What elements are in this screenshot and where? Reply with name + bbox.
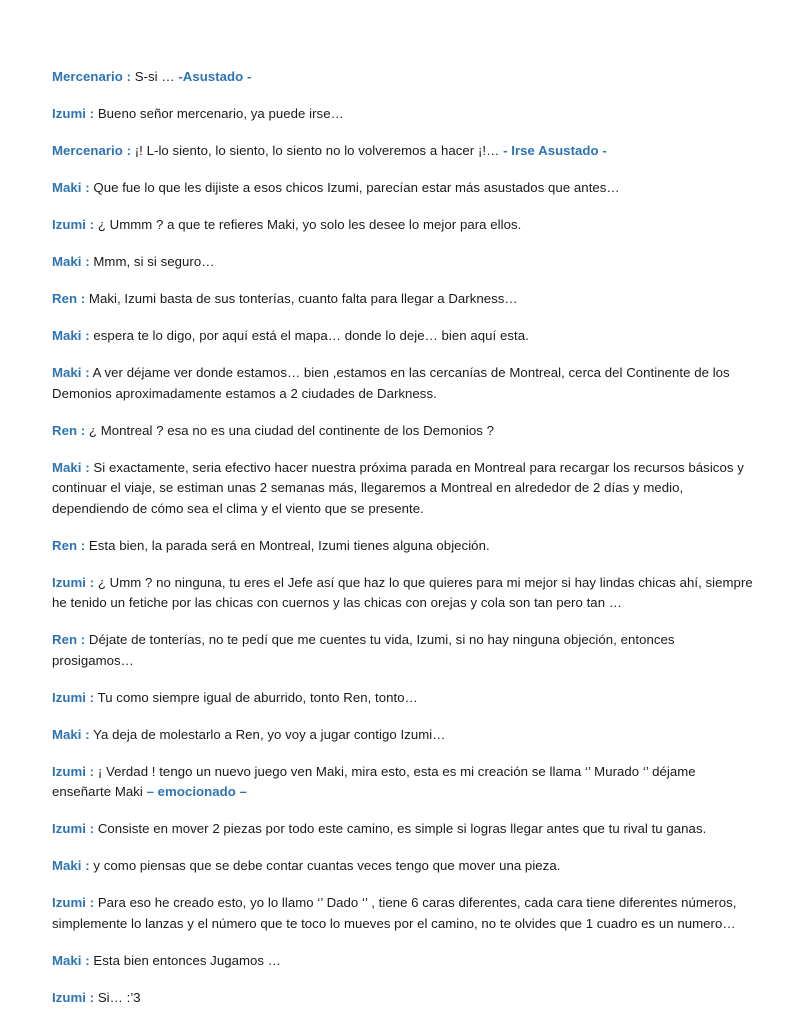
dialogue-text: ¿ Umm ? no ninguna, tu eres el Jefe así que haz lo que quieres para mi mejor si hay lindas chicas ahí, siempre he tenido un fetiche por las chicas con cuernos y las chicas con orejas y cola son tan pero tan … [52,574,753,610]
dialogue-text: Que fue lo que les dijiste a esos chicos Izumi, parecían estar más asustados que antes… [89,180,620,195]
dialogue-text: Mmm, si si seguro… [89,254,215,269]
speaker-name: Ren : [52,537,86,553]
dialogue-line [52,421,754,442]
dialogue-text: Déjate de tonterías, no te pedí que me cuentes tu vida, Izumi, si no hay ninguna objeción, entonces prosigamos… [52,632,675,668]
dialogue-text: Maki, Izumi basta de sus tonterías, cuanto falta para llegar a Darkness… [85,291,518,306]
speaker-name: Izumi : [52,689,95,705]
dialogue-line [52,252,754,273]
speaker-name: Maki : [52,254,90,269]
speaker-name: Izumi : [52,989,95,1005]
dialogue-line [52,104,754,125]
speaker-name: Ren : [52,422,86,438]
dialogue-line [52,688,754,709]
dialogue-text: ¡ Verdad ! tengo un nuevo juego ven Maki, mira esto, esta es mi creación se llama ‘’ Murado ‘’ déjame enseñarte Maki [52,763,696,799]
dialogue-line [52,363,754,404]
dialogue-line [52,458,754,520]
dialogue-line [52,725,754,746]
dialogue-text: ¿ Montreal ? esa no es una ciudad del continente de los Demonios ? [85,422,494,438]
dialogue-text: ¡! L-lo siento, lo siento, lo siento no lo volveremos a hacer ¡!… [131,143,504,158]
dialogue-line [52,630,754,671]
dialogue-line [52,856,754,877]
speaker-name: Maki : [52,365,90,380]
speaker-name: Maki : [52,328,90,343]
dialogue-line [52,893,754,934]
stage-direction: -Asustado - [178,69,252,84]
speaker-name: Maki : [52,858,90,873]
dialogue-line [52,141,754,162]
speaker-name: Maki : [52,180,90,195]
dialogue-text: y como piensas que se debe contar cuantas veces tengo que mover una pieza. [89,858,561,873]
speaker-name: Ren : [52,632,86,647]
speaker-name: Mercenario : [52,69,132,84]
speaker-name: Izumi : [52,106,95,121]
speaker-name: Izumi : [52,821,95,836]
dialogue-line [52,67,754,88]
speaker-name: Mercenario : [52,143,132,158]
speaker-name: Izumi : [52,574,95,590]
dialogue-line [52,215,754,236]
dialogue-line [52,988,754,1009]
speaker-name: Maki : [52,952,90,968]
dialogue-text: Consiste en mover 2 piezas por todo este camino, es simple si logras llegar antes que tu rival tu ganas. [94,821,707,836]
speaker-name: Izumi : [52,895,95,910]
dialogue-line [52,951,754,972]
dialogue-line [52,536,754,557]
speaker-name: Ren : [52,291,86,306]
dialogue-text: Esta bien entonces Jugamos … [89,952,281,968]
stage-direction: - Irse Asustado - [503,143,607,158]
dialogue-text: Si exactamente, seria efectivo hacer nuestra próxima parada en Montreal para recargar los recursos básicos y continuar el viaje, se estiman unas 2 semanas más, llegaremos a Montreal en alrededor de 2 días y medio, dependiendo de cómo sea el clima y el viento que se presente. [52,459,744,516]
dialogue-line [52,819,754,840]
dialogue-line [52,573,754,614]
speaker-name: Maki : [52,726,90,742]
dialogue-text: Esta bien, la parada será en Montreal, Izumi tienes alguna objeción. [85,537,490,553]
dialogue-line [52,326,754,347]
document-body [52,67,754,1025]
dialogue-text: Para eso he creado esto, yo lo llamo ‘’ Dado ‘’ , tiene 6 caras diferentes, cada cara tiene diferentes números, simplemente lo lanzas y el número que te toco lo mueves por el camino, no te olvides que 1 cuadro es un numero… [52,895,737,931]
dialogue-text: A ver déjame ver donde estamos… bien ,estamos en las cercanías de Montreal, cerca del Continente de los Demonios aproximadamente estamos a 2 ciudades de Darkness. [52,365,730,401]
dialogue-text: Ya deja de molestarlo a Ren, yo voy a jugar contigo Izumi… [89,726,446,742]
dialogue-text: Si… :’3 [94,989,141,1005]
speaker-name: Izumi : [52,763,95,779]
dialogue-text: espera te lo digo, por aquí está el mapa… donde lo deje… bien aquí esta. [89,328,529,343]
dialogue-line [52,289,754,310]
speaker-name: Maki : [52,459,90,475]
dialogue-text: Bueno señor mercenario, ya puede irse… [94,106,344,121]
dialogue-line [52,762,754,803]
speaker-name: Izumi : [52,217,95,232]
dialogue-text: ¿ Ummm ? a que te refieres Maki, yo solo les desee lo mejor para ellos. [94,217,522,232]
stage-direction: – emocionado – [146,784,247,799]
dialogue-text: S-si … [131,69,179,84]
dialogue-line [52,178,754,199]
dialogue-text: Tu como siempre igual de aburrido, tonto Ren, tonto… [94,689,418,705]
